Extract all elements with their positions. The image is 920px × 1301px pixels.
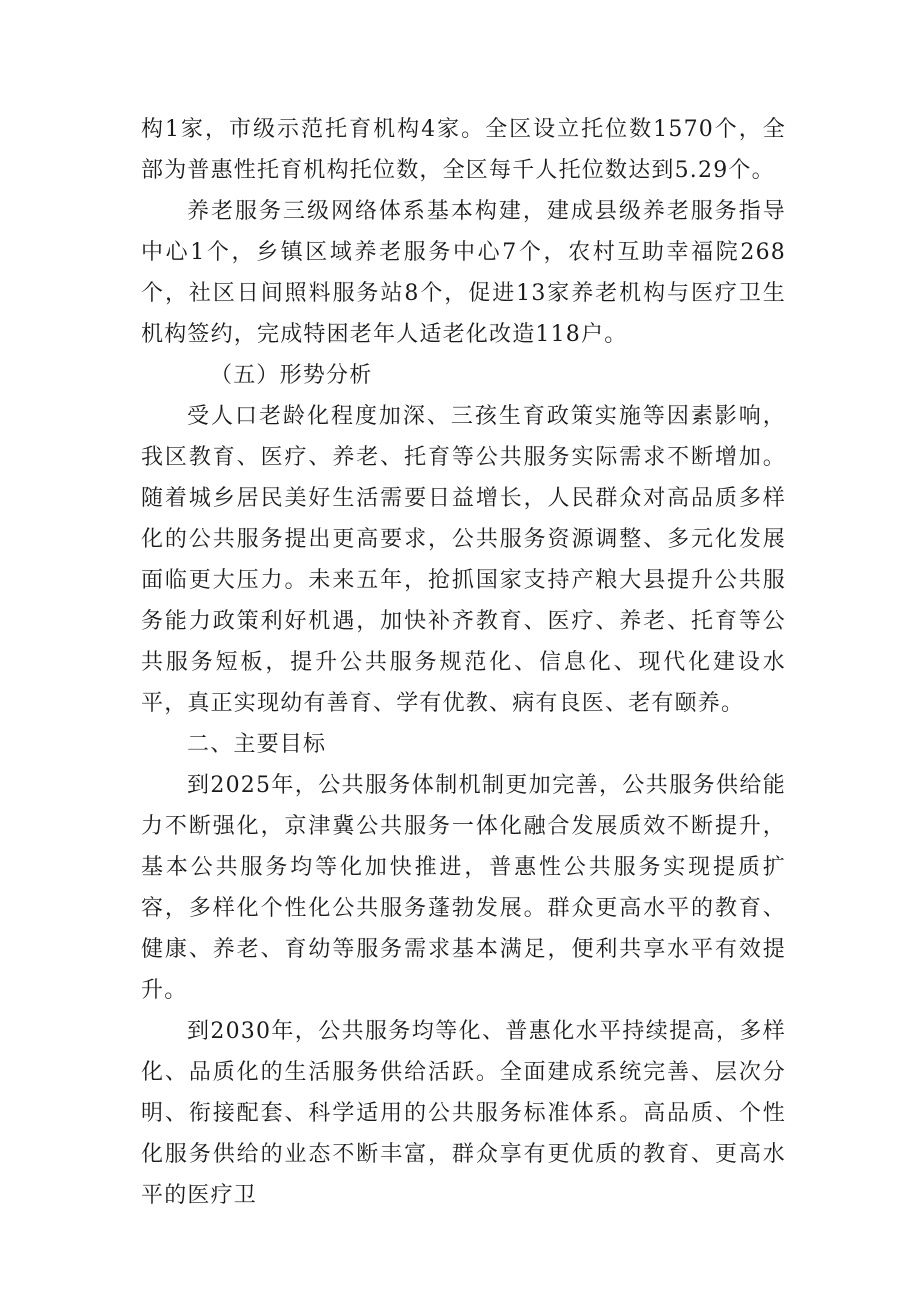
paragraph-goals-2030: 到2030年，公共服务均等化、普惠化水平持续提高，多样化、品质化的生活服务供给活跃。全面建成系统完善、层次分明、衔接配套、科学适用的公共服务标准体系。高品质、个性化服务供给的业态不断丰富，群众享有更优质的教育、更高水平的医疗卫 <box>141 1019 786 1208</box>
document-body <box>141 109 786 1216</box>
paragraph-situation-analysis: 受人口老龄化程度加深、三孩生育政策实施等因素影响，我区教育、医疗、养老、托育等公共服务实际需求不断增加。随着城乡居民美好生活需要日益增长，人民群众对高品质多样化的公共服务提出更高要求，公共服务资源调整、多元化发展面临更大压力。未来五年，抢抓国家支持产粮大县提升公共服务能力政策利好机遇，加快补齐教育、医疗、养老、托育等公共服务短板，提升公共服务规范化、信息化、现代化建设水平，真正实现幼有善育、学有优教、病有良医、老有颐养。 <box>141 404 786 716</box>
heading-main-goals: 二、主要目标 <box>187 732 327 757</box>
subheading-situation-analysis: （五）形势分析 <box>210 363 373 388</box>
paragraph-childcare-continuation: 构1家，市级示范托育机构4家。全区设立托位数1570个，全部为普惠性托育机构托位数，全区每千人托位数达到5.29个。 <box>141 117 786 183</box>
paragraph-elderly-care-network: 养老服务三级网络体系基本构建，建成县级养老服务指导中心1个，乡镇区域养老服务中心7个，农村互助幸福院268个，社区日间照料服务站8个，促进13家养老机构与医疗卫生机构签约，完成特困老年人适老化改造118户。 <box>141 199 786 347</box>
paragraph-goals-2025: 到2025年，公共服务体制机制更加完善，公共服务供给能力不断强化，京津冀公共服务一体化融合发展质效不断提升，基本公共服务均等化加快推进，普惠性公共服务实现提质扩容，多样化个性化公共服务蓬勃发展。群众更高水平的教育、健康、养老、育幼等服务需求基本满足，便利共享水平有效提升。 <box>141 773 786 1003</box>
